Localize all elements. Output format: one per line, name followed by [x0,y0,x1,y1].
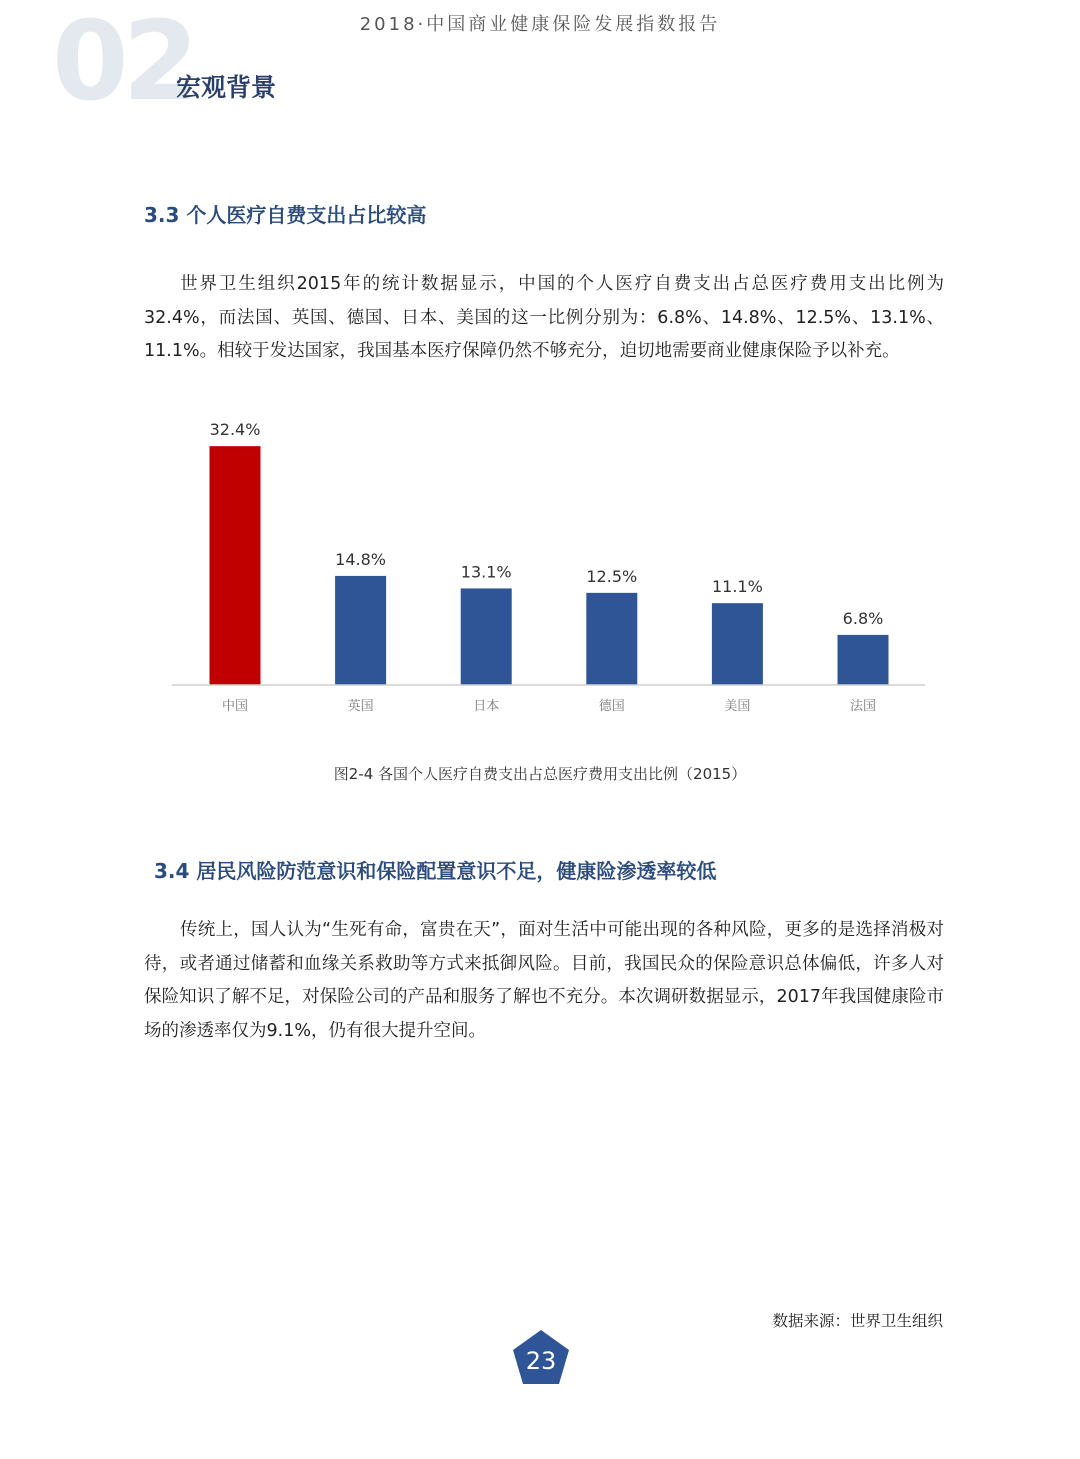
chapter-number-watermark: 02 [52,0,194,125]
page-number-badge [511,1328,571,1388]
bar-value-label: 11.1% [711,577,763,597]
bar-4 [586,593,637,685]
bar-value-label: 13.1% [460,562,512,582]
data-source: 数据来源：世界卫生组织 [772,1312,943,1330]
chapter-title: 宏观背景 [176,73,277,102]
category-label: 德国 [598,699,625,714]
section-paragraph-3-3: 世界卫生组织2015年的统计数据显示，中国的个人医疗自费支出占总医疗费用支出比例为32.4%，而法国、英国、德国、日本、美国的这一比例分别为：6.8%、14.8%、12.5%、13.1%、11.1%。相较于发达国家，我国基本医疗保障仍然不够充分，迫切地需要商业健康保险予以补充。 [144,274,944,361]
category-label: 日本 [473,699,500,714]
bar-6 [838,635,889,685]
category-label: 法国 [849,699,877,714]
bar-2 [335,576,386,685]
bar-value-label: 6.8% [842,608,884,628]
report-title: 2018·中国商业健康保险发展指数报告 [359,14,721,35]
bar-5 [712,603,763,685]
bar-chart [0,395,1080,725]
bar-1 [210,446,261,685]
bar-value-label: 32.4% [209,420,261,440]
bar-value-label: 14.8% [335,549,387,569]
section-paragraph-3-4: 传统上，国人认为“生死有命，富贵在天”，面对生活中可能出现的各种风险，更多的是选择消极对待，或者通过储蓄和血缘关系救助等方式来抵御风险。目前，我国民众的保险意识总体偏低，许多人对保险知识了解不足，对保险公司的产品和服务了解也不充分。本次调研数据显示，2017年我国健康险市场的渗透率仅为9.1%，仍有很大提升空间。 [144,920,944,1041]
category-label: 美国 [724,699,751,714]
category-label: 中国 [221,699,249,714]
category-label: 英国 [347,699,374,714]
bar-value-label: 12.5% [586,566,638,586]
bar-3 [461,588,512,685]
page-number: 23 [525,1347,557,1375]
chart-caption: 图2-4 各国个人医疗自费支出占总医疗费用支出比例（2015） [333,765,747,783]
section-heading-3-4: 3.4 居民风险防范意识和保险配置意识不足，健康险渗透率较低 [154,859,717,883]
section-heading-3-3: 3.3 个人医疗自费支出占比较高 [144,203,427,227]
